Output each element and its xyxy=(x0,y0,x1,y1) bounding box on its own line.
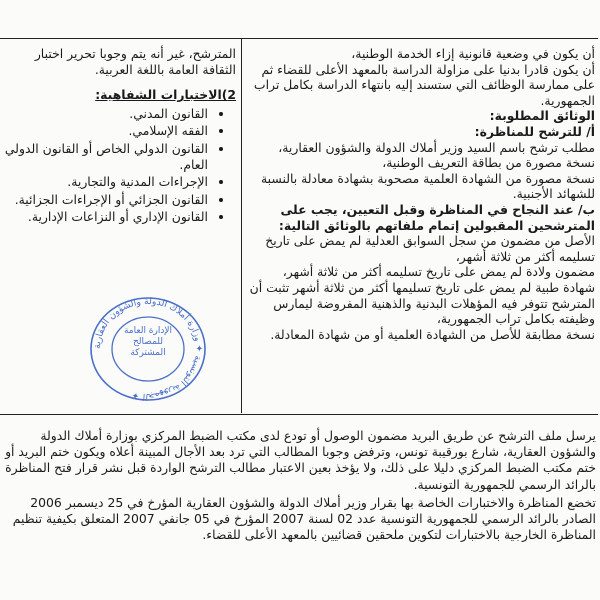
list-item: • القانون المدني. xyxy=(0,106,208,122)
stamp-inner-block xyxy=(116,326,180,372)
right-line: شهادة طبية لم يمض على تاريخ تسليمها أكثر من ثلاثة أشهر تثبت أن المترشح تتوفر فيه المؤهلات البدنية والذهنية المفروضة ليمارس وظيفته بكامل تراب الجمهورية، xyxy=(249,279,595,327)
after-success-subheading: ب/ عند النجاح في المناظرة وقبل التعيين، يجب على المترشحين المقبولين إتمام ملفاتهم بالوثائق التالية: xyxy=(278,201,595,233)
right-line: الأصل من مضمون من سجل السوابق العدلية لم يمض على تاريخ تسليمه أكثر من ثلاثة أشهر، xyxy=(265,233,595,264)
right-line: أن يكون في وضعية قانونية إزاء الخدمة الوطنية، xyxy=(351,46,595,61)
left-intro: المترشح، غير أنه يتم وجوبا تحرير اختبار الثقافة العامة باللغة العربية. xyxy=(34,46,236,77)
list-item: • الإجراءات المدنية والتجارية. xyxy=(0,174,208,190)
bottom-text xyxy=(0,428,596,545)
right-line: مضمون ولادة لم يمض على تاريخ تسليمه أكثر من ثلاثة أشهر، xyxy=(282,264,595,280)
oral-exams-list xyxy=(0,106,236,225)
candidacy-subheading: أ/ للترشح للمناظرة: xyxy=(474,123,595,139)
list-item: • القانون الجزائي أو الإجراءات الجزائية. xyxy=(0,192,208,208)
list-item: • القانون الإداري أو النزاعات الإدارية. xyxy=(0,209,208,225)
required-documents-heading: الوثائق المطلوبة: xyxy=(489,108,595,124)
list-item: • الفقه الإسلامي. xyxy=(0,123,208,139)
oral-exams-heading: 2)الاختبارات الشفاهية: xyxy=(95,87,236,103)
official-stamp xyxy=(88,296,208,402)
right-line: نسخة مصورة من بطاقة التعريف الوطنية، xyxy=(382,155,595,171)
list-item: • القانون الدولي الخاص أو القانون الدولي العام. xyxy=(0,141,208,172)
right-line: أن يكون قادرا بدنيا على مزاولة الدراسة بالمعهد الأعلى للقضاء ثم على ممارسة الوظائف التي ستسند إليه بانتهاء الدراسة بكامل تراب الجمهورية. xyxy=(253,61,595,108)
stamp-outer-text: الجمهورية التونسية ✦ وزارة أملاك الدولة والشؤون العقارية ✦ xyxy=(91,296,205,402)
left-column xyxy=(0,46,236,227)
right-line: نسخة مصورة من الشهادة العلمية مصحوبة بشهادة معادلة بالنسبة للشهائد الأجنبية. xyxy=(261,170,595,202)
regulation-paragraph: تخضع المناظرة والاختبارات الخاصة بها بقرار وزير أملاك الدولة والشؤون العقارية المؤرخ في 25 ديسمبر 2006 الصادر بالرائد الرسمي للجمهورية التونسية عدد 02 لسنة 2007 المؤرخ في 05 جانفي 2007 المتعلق بكيفية تنظيم المناظرة الخارجية بالاختبارات لتكوين ملحقين قضائيين بالمعهد الأعلى للقضاء. xyxy=(12,494,596,543)
submission-paragraph: يرسل ملف الترشح عن طريق البريد مضمون الوصول أو تودع لدى مكتب الضبط المركزي بوزارة أملاك الدولة والشؤون العقارية، شارع بورقيبة تونس، وترفض وجوبا المطالب التي ترد بعد الأجال المبينة أعلاه ويكون ختم البريد أو ختم مكتب الضبط المركزي دليلا على ذلك، ولا يؤخذ بعين الاعتبار مطالب الترشح الواردة قبل نشر قرار فتح المناظرة بالرائد الرسمي للجمهورية التونسية. xyxy=(5,428,596,492)
right-line: نسخة مطابقة للأصل من الشهادة العلمية أو من شهادة المعادلة. xyxy=(270,326,595,342)
column-divider xyxy=(241,38,242,413)
right-column xyxy=(248,46,595,342)
stamp-inner-text: الإدارة العامة للمصالح المشتركة xyxy=(123,326,173,358)
right-line: مطلب ترشح باسم السيد وزير أملاك الدولة والشؤون العقارية، xyxy=(278,139,595,155)
